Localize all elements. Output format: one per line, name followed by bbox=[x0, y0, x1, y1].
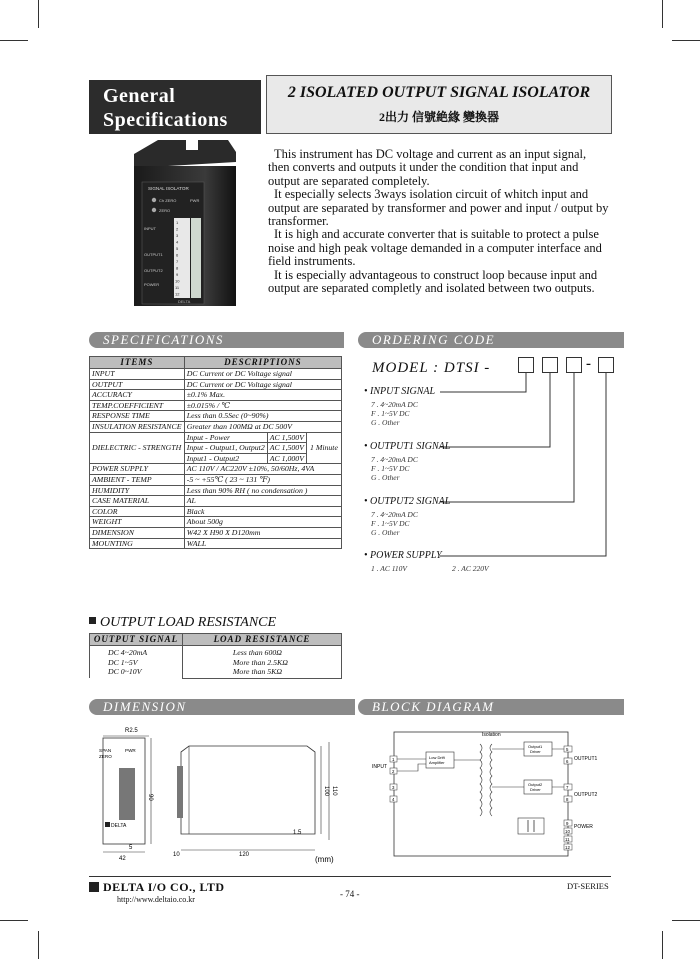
output2-label: OUTPUT2 bbox=[574, 792, 598, 798]
terminal-number: 12 bbox=[175, 291, 180, 297]
ordering-code-heading: ORDERING CODE bbox=[358, 332, 624, 348]
intro-text bbox=[268, 148, 610, 295]
isolation-label: Isolation bbox=[482, 732, 501, 738]
intro-paragraph: It is high and accurate converter that is suitable to protect a pulse noise and high peak voltage demanded in a computer interface and field instruments. bbox=[268, 227, 602, 269]
block-diagram-heading: BLOCK DIAGRAM bbox=[358, 699, 624, 715]
height-dim: 90 bbox=[147, 794, 153, 801]
column-header: OUTPUT SIGNAL bbox=[90, 634, 183, 646]
table-row bbox=[90, 527, 342, 538]
terminal-label: POWER bbox=[144, 282, 160, 287]
front-label: SPAN bbox=[99, 748, 112, 753]
intro-paragraph: This instrument has DC voltage and current as an input signal, then converts and outputs it under the condition that input and output are separated completely. bbox=[268, 147, 587, 188]
order-option: 7 . 4~20mA DC bbox=[371, 400, 418, 409]
order-option: 7 . 4~20mA DC bbox=[371, 510, 418, 519]
product-subtitle: 2出力 信號絶緣 變換器 bbox=[378, 110, 499, 124]
dielectric-voltage: AC 1,500V bbox=[267, 432, 306, 443]
load-value: Less than 600Ω bbox=[232, 648, 282, 657]
order-label: • POWER SUPPLY bbox=[364, 550, 442, 561]
spec-item: WEIGHT bbox=[90, 517, 185, 528]
load-value: More than 2.5KΩ bbox=[232, 657, 288, 667]
page-number: - 74 - bbox=[340, 889, 360, 899]
table-row bbox=[90, 506, 342, 517]
product-photo bbox=[128, 138, 240, 310]
crop-mark bbox=[0, 920, 28, 921]
dielectric-voltage: AC 1,000V bbox=[267, 453, 306, 464]
table-row bbox=[90, 538, 342, 549]
terminal-number: 5 bbox=[566, 747, 569, 752]
order-label: • INPUT SIGNAL bbox=[364, 386, 436, 397]
spec-desc: WALL bbox=[184, 538, 341, 549]
terminal-number: 6 bbox=[176, 252, 179, 258]
crop-mark bbox=[662, 0, 663, 28]
spec-desc: AL bbox=[184, 496, 341, 507]
spec-item: AMBIENT - TEMP bbox=[90, 474, 185, 485]
table-row bbox=[90, 517, 342, 528]
code-dash: - bbox=[586, 356, 591, 372]
company-url[interactable]: http://www.deltaio.co.kr bbox=[117, 895, 195, 904]
order-group-output2 bbox=[364, 496, 564, 537]
power-transformer bbox=[518, 818, 544, 834]
driver-label: Driver bbox=[530, 749, 541, 754]
side-height-dim: 110 bbox=[331, 786, 337, 796]
footer-rule bbox=[89, 876, 611, 877]
spec-item: TEMP.COEFFICIENT bbox=[90, 400, 185, 411]
spec-header-row bbox=[90, 357, 342, 369]
model-code: MODEL : DTSI - bbox=[372, 360, 491, 376]
spec-item: OUTPUT bbox=[90, 379, 185, 390]
table-row bbox=[90, 496, 342, 507]
company-name: DELTA I/O CO., LTD bbox=[103, 880, 225, 894]
crop-mark bbox=[38, 0, 39, 28]
load-signal: DC 1~5V bbox=[108, 657, 138, 667]
column-header: ITEMS bbox=[90, 357, 185, 369]
zero-knob bbox=[152, 198, 156, 202]
knob-label: ZERO bbox=[159, 208, 171, 213]
specifications-heading: SPECIFICATIONS bbox=[89, 332, 344, 348]
spec-item: MOUNTING bbox=[90, 538, 185, 549]
crop-mark bbox=[672, 40, 700, 41]
gap-dim: 1.5 bbox=[293, 830, 302, 836]
zero-knob bbox=[152, 208, 156, 212]
order-option: 1 . AC 110V bbox=[371, 564, 407, 573]
terminal-number: 12 bbox=[565, 845, 570, 850]
order-option: G . Other bbox=[371, 418, 400, 427]
load-signal: DC 4~20mA bbox=[108, 648, 148, 657]
crop-mark bbox=[662, 931, 663, 959]
power-label: POWER bbox=[574, 824, 593, 830]
terminal-number: 8 bbox=[566, 797, 569, 802]
code-box-output2 bbox=[566, 357, 582, 373]
terminal-number: 4 bbox=[392, 797, 395, 802]
heading-bullet bbox=[89, 617, 96, 624]
driver-label: Driver bbox=[530, 787, 541, 792]
table-row bbox=[90, 485, 342, 496]
spec-item: HUMIDITY bbox=[90, 485, 185, 496]
amplifier-label: Amplifier bbox=[429, 760, 445, 765]
side-terminal-block bbox=[177, 766, 183, 818]
terminal-number: 3 bbox=[392, 785, 395, 790]
spec-item: RESPONSE TIME bbox=[90, 411, 185, 422]
terminal-label: INPUT bbox=[144, 226, 156, 231]
amplifier-label: Low Drift bbox=[429, 755, 445, 760]
radius-dim: R2.5 bbox=[125, 728, 138, 734]
dimension-heading: DIMENSION bbox=[89, 699, 355, 715]
unit-label: (mm) bbox=[315, 855, 334, 864]
terminal-number: 7 bbox=[566, 785, 569, 790]
intro-paragraph: It is especially advantageous to construct loop because input and output are separated completly and isolated between two outputs. bbox=[268, 267, 598, 296]
driver-label: Output1 bbox=[528, 744, 543, 749]
terminal-label: OUTPUT1 bbox=[144, 252, 163, 257]
front-label: ZERO bbox=[99, 754, 112, 759]
table-row bbox=[90, 421, 342, 432]
terminal-label: OUTPUT2 bbox=[144, 268, 163, 273]
footer-logo-icon bbox=[89, 882, 99, 892]
crop-mark bbox=[672, 920, 700, 921]
order-group-output1 bbox=[364, 441, 564, 482]
front-brand: DELTA bbox=[111, 823, 127, 829]
spec-desc: ±0.1% Max. bbox=[184, 390, 341, 401]
crop-mark bbox=[0, 40, 28, 41]
table-row bbox=[90, 432, 342, 443]
load-signal: DC 0~10V bbox=[108, 667, 142, 676]
screw-block bbox=[191, 218, 201, 298]
terminal-number: 5 bbox=[176, 246, 179, 251]
terminal-number: 6 bbox=[566, 759, 569, 764]
title-line: General bbox=[103, 85, 176, 107]
front-label: PWR bbox=[125, 748, 136, 753]
crop-mark bbox=[38, 931, 39, 959]
order-label: • OUTPUT2 SIGNAL bbox=[364, 496, 451, 507]
terminal-number: 11 bbox=[565, 837, 570, 842]
terminal-number: 4 bbox=[176, 239, 179, 245]
table-row bbox=[90, 379, 342, 390]
spec-item: DIELECTRIC - STRENGTH bbox=[90, 432, 185, 464]
housing-top bbox=[134, 140, 236, 168]
order-group-power bbox=[364, 550, 604, 574]
general-specifications-title bbox=[89, 80, 261, 134]
spec-item: POWER SUPPLY bbox=[90, 464, 185, 475]
dielectric-duration: 1 Minute bbox=[306, 432, 341, 464]
terminal-number: 1 bbox=[176, 220, 179, 225]
driver-label: Output2 bbox=[528, 782, 543, 787]
knob-label: Ch ZERO bbox=[159, 198, 177, 203]
width-dim: 42 bbox=[119, 856, 126, 862]
spec-item: INSULATION RESISTANCE bbox=[90, 421, 185, 432]
terminal-number: 1 bbox=[392, 757, 395, 762]
order-option: F . 1~5V DC bbox=[371, 519, 410, 528]
spec-table bbox=[89, 356, 342, 549]
code-box-power bbox=[598, 357, 614, 373]
spec-desc: DC Current or DC Voltage signal bbox=[184, 369, 341, 380]
code-box-output1 bbox=[542, 357, 558, 373]
table-row bbox=[90, 474, 342, 485]
terminal-number: 7 bbox=[176, 259, 179, 264]
spec-item: CASE MATERIAL bbox=[90, 496, 185, 507]
column-header: DESCRIPTIONS bbox=[184, 357, 341, 369]
order-option: G . Other bbox=[371, 473, 400, 482]
order-option: 7 . 4~20mA DC bbox=[371, 455, 418, 464]
terminal-number: 8 bbox=[176, 265, 179, 271]
left-dim: 10 bbox=[173, 852, 180, 858]
depth-dim: 120 bbox=[239, 852, 250, 858]
product-title-box bbox=[266, 75, 612, 134]
output-load-heading bbox=[89, 615, 276, 631]
spec-item: COLOR bbox=[90, 506, 185, 517]
order-label: • OUTPUT1 SIGNAL bbox=[364, 441, 451, 452]
spec-desc: About 500g bbox=[184, 517, 341, 528]
spec-item: INPUT bbox=[90, 369, 185, 380]
terminal-number: 9 bbox=[176, 272, 179, 277]
order-option: G . Other bbox=[371, 528, 400, 537]
table-row bbox=[90, 464, 342, 475]
table-row bbox=[90, 646, 342, 679]
side-view bbox=[181, 746, 315, 834]
terminal-number: 2 bbox=[176, 226, 179, 232]
brand-label: DELTA bbox=[178, 299, 191, 304]
spec-desc: DC Current or DC Voltage signal bbox=[184, 379, 341, 390]
load-header-row bbox=[90, 634, 342, 646]
spec-item: ACCURACY bbox=[90, 390, 185, 401]
spec-desc: Less than 0.5Sec (0~90%) bbox=[184, 411, 341, 422]
spec-desc: AC 110V / AC220V ±10%, 50/60Hz, 4VA bbox=[184, 464, 341, 475]
spec-desc: -5 ~ +55℃ ( 23 ~ 131 ℉) bbox=[184, 474, 341, 485]
product-title: 2 ISOLATED OUTPUT SIGNAL ISOLATOR bbox=[287, 84, 591, 101]
series-label: DT-SERIES bbox=[567, 881, 609, 891]
order-option: F . 1~5V DC bbox=[371, 409, 410, 418]
dielectric-voltage: AC 1,500V bbox=[267, 443, 306, 454]
intro-paragraph: It especially selects 3ways isolation circuit of whitch input and output are separated by transformer and power and input / output by transformer. bbox=[268, 187, 609, 229]
input-label: INPUT bbox=[372, 764, 387, 770]
spec-desc: ±0.015% / ℃ bbox=[184, 400, 341, 411]
dielectric-pair: Input - Output1, Output2 bbox=[184, 443, 267, 454]
code-box-input bbox=[518, 357, 534, 373]
spec-item: DIMENSION bbox=[90, 527, 185, 538]
table-row bbox=[90, 390, 342, 401]
order-option: F . 1~5V DC bbox=[371, 464, 410, 473]
order-group-input bbox=[364, 386, 564, 427]
tab-dim: 5 bbox=[129, 845, 133, 851]
terminal-number: 10 bbox=[565, 829, 570, 834]
dielectric-pair: Input - Power bbox=[184, 432, 267, 443]
terminal-number: 9 bbox=[566, 821, 569, 826]
spec-desc: Greater than 100MΩ at DC 500V bbox=[184, 421, 341, 432]
front-terminal-block bbox=[119, 768, 135, 820]
load-value: More than 5KΩ bbox=[232, 667, 283, 676]
panel-title: SIGNAL ISOLATOR bbox=[148, 186, 189, 191]
column-header: LOAD RESISTANCE bbox=[182, 634, 341, 646]
terminal-number: 3 bbox=[176, 233, 179, 238]
load-table bbox=[89, 633, 342, 679]
output-load-heading-text: OUTPUT LOAD RESISTANCE bbox=[100, 615, 277, 630]
table-row bbox=[90, 411, 342, 422]
spec-desc: Less than 90% RH ( no condensation ) bbox=[184, 485, 341, 496]
output1-label: OUTPUT1 bbox=[574, 756, 598, 762]
dielectric-pair: Input1 - Output2 bbox=[184, 453, 267, 464]
pwr-label: PWR bbox=[190, 198, 200, 203]
spec-desc: W42 X H90 X D120mm bbox=[184, 527, 341, 538]
table-row bbox=[90, 369, 342, 380]
terminal-number: 11 bbox=[175, 285, 180, 290]
title-line: Specifications bbox=[103, 109, 228, 131]
block-diagram bbox=[368, 724, 610, 858]
spec-desc: Black bbox=[184, 506, 341, 517]
front-logo bbox=[105, 822, 110, 827]
side-height-dim: 100 bbox=[323, 786, 329, 797]
dimension-drawing bbox=[89, 722, 351, 864]
order-option: 2 . AC 220V bbox=[452, 564, 489, 573]
terminal-number: 2 bbox=[392, 769, 395, 774]
terminal-number: 10 bbox=[175, 278, 180, 284]
table-row bbox=[90, 400, 342, 411]
